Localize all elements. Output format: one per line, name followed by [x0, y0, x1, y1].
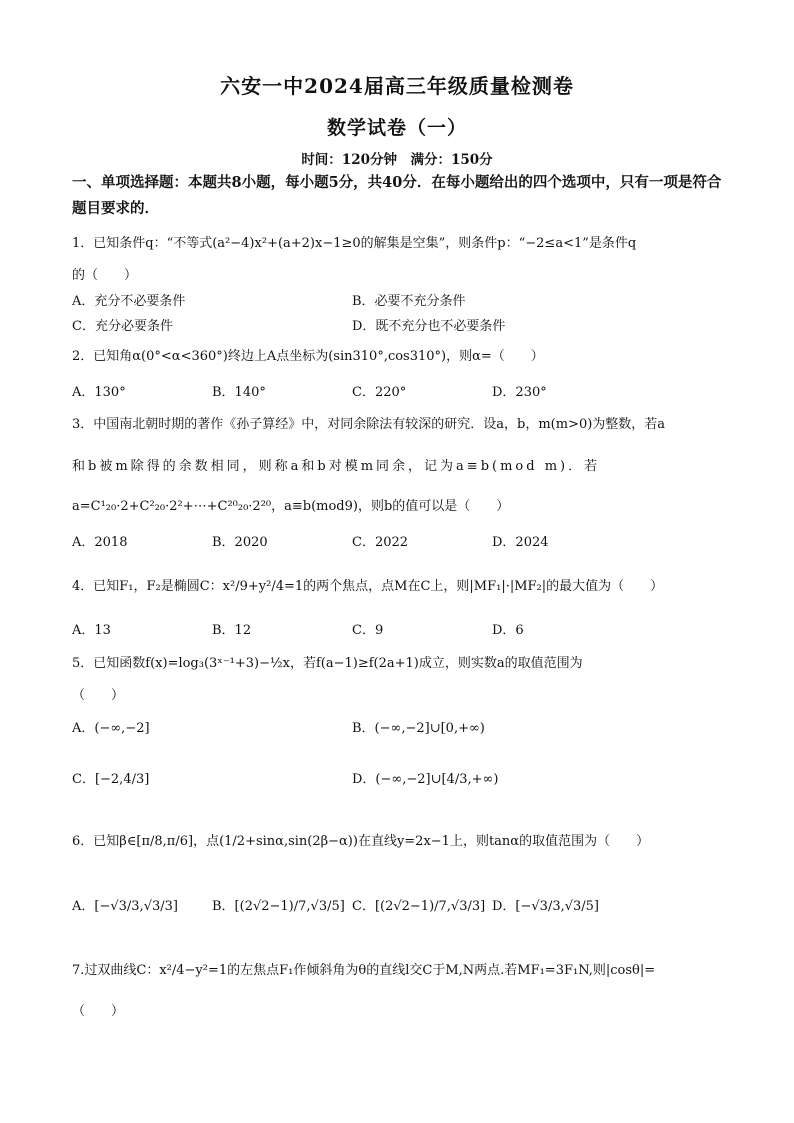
exam-title: 六安一中2024届高三年级质量检测卷 — [220, 74, 574, 98]
q2-option-b: B．140° — [212, 385, 266, 400]
question-1: 1．已知条件q：“不等式(a²−4)x²+(a+2)x−1≥0的解集是空集”，则条件p：“−2≤a<1”是条件q — [72, 236, 637, 251]
q1-option-d: D．既不充分也不必要条件 — [352, 319, 506, 334]
q2-option-c: C．220° — [352, 385, 407, 400]
q4-option-c: C．9 — [352, 623, 384, 638]
q3-option-d: D．2024 — [492, 535, 549, 550]
q3-option-a: A．2018 — [72, 535, 128, 550]
q6-option-c: C．[(2√2−1)/7,√3/3] — [352, 899, 486, 914]
q4-option-b: B．12 — [212, 623, 252, 638]
question-3-line-1: 3．中国南北朝时期的著作《孙子算经》中，对同余除法有较深的研究．设a，b，m(m>0)为整数，若a — [72, 417, 666, 432]
question-1-cont: 的（ ） — [72, 268, 138, 283]
question-3-line-3: a=C¹₂₀·2+C²₂₀·2²+⋯+C²⁰₂₀·2²⁰，a≡b(mod9)，则b的值可以是（ ） — [72, 499, 510, 514]
q2-option-d: D．230° — [492, 385, 547, 400]
q5-option-d: D．(−∞,−2]∪[4/3,+∞) — [352, 772, 499, 787]
q5-option-a: A．(−∞,−2] — [72, 721, 150, 736]
exam-subtitle: 数学试卷（一） — [326, 117, 467, 139]
q6-option-d: D．[−√3/3,√3/5] — [492, 899, 600, 914]
question-7: 7.过双曲线C：x²/4−y²=1的左焦点F₁作倾斜角为θ的直线l交C于M,N两点.若MF₁=3F₁N,则|cosθ|= — [72, 963, 656, 978]
q4-option-a: A．13 — [72, 623, 111, 638]
section-heading: 一、单项选择题：本题共8小题，每小题5分，共40分．在每小题给出的四个选项中，只有一项是符合题目要求的． — [72, 174, 722, 217]
question-5-cont: （ ） — [72, 688, 125, 703]
question-4: 4．已知F₁，F₂是椭圆C：x²/9+y²/4=1的两个焦点，点M在C上，则|MF₁|·|MF₂|的最大值为（ ） — [72, 579, 664, 594]
q2-option-a: A．130° — [72, 385, 126, 400]
q1-option-a: A．充分不必要条件 — [72, 294, 186, 309]
q3-option-c: C．2022 — [352, 535, 409, 550]
q5-option-c: C．[−2,4/3] — [72, 772, 150, 787]
q5-option-b: B．(−∞,−2]∪[0,+∞) — [352, 721, 485, 736]
q6-option-b: B．[(2√2−1)/7,√3/5] — [212, 899, 345, 914]
question-5: 5．已知函数f(x)=log₃(3ˣ⁻¹+3)−½x，若f(a−1)≥f(2a+1)成立，则实数a的取值范围为 — [72, 656, 583, 671]
q6-option-a: A．[−√3/3,√3/3] — [72, 899, 178, 914]
question-3-line-2: 和b被m除得的余数相同，则称a和b对模m同余，记为a≡b(mod m)．若 — [72, 459, 601, 474]
question-7-cont: （ ） — [72, 1004, 125, 1019]
question-6: 6．已知β∈[π/8,π/6]，点(1/2+sinα,sin(2β−α))在直线y=2x−1上，则tanα的取值范围为（ ） — [72, 834, 650, 849]
q3-option-b: B．2020 — [212, 535, 268, 550]
q1-option-c: C．充分必要条件 — [72, 319, 173, 334]
q1-option-b: B．必要不充分条件 — [352, 294, 466, 309]
question-2: 2．已知角α(0°<α<360°)终边上A点坐标为(sin310°,cos310°)，则α=（ ） — [72, 349, 544, 364]
time-info: 时间：120分钟 满分：150分 — [301, 152, 493, 168]
q4-option-d: D．6 — [492, 623, 524, 638]
